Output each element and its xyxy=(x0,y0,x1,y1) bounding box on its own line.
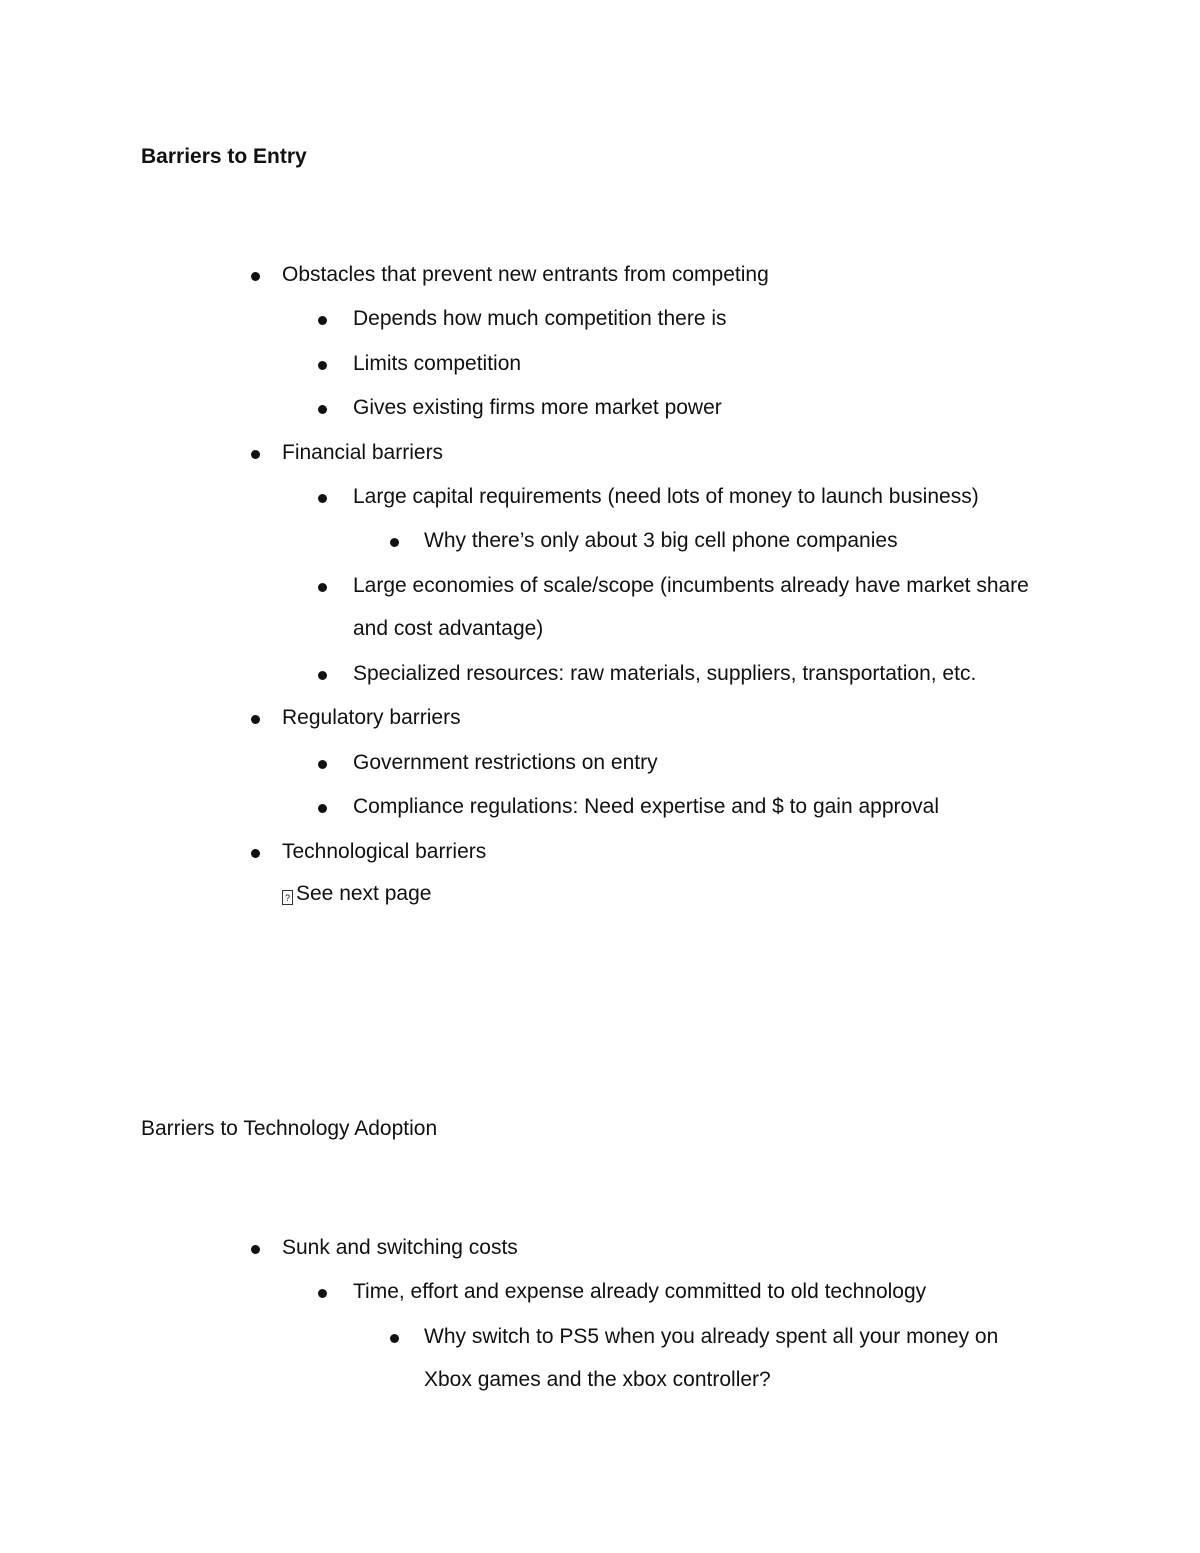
section-heading-barriers-to-entry: Barriers to Entry xyxy=(141,145,307,168)
list-item-continuation: and cost advantage) xyxy=(353,617,544,640)
bullet-icon xyxy=(390,1334,399,1343)
bullet-icon xyxy=(318,494,327,503)
bullet-icon xyxy=(318,804,327,813)
bullet-icon xyxy=(251,272,260,281)
bullet-icon xyxy=(318,760,327,769)
bullet-icon xyxy=(390,538,399,547)
list-item: Financial barriers xyxy=(282,441,444,464)
list-item: Gives existing firms more market power xyxy=(353,396,722,419)
list-item: Specialized resources: raw materials, suppliers, transportation, etc. xyxy=(353,662,977,685)
list-item: Government restrictions on entry xyxy=(353,751,658,774)
list-item: Time, effort and expense already committed to old technology xyxy=(353,1280,927,1303)
list-item: Regulatory barriers xyxy=(282,706,461,729)
bullet-icon xyxy=(318,361,327,370)
note-text: See next page xyxy=(296,882,432,905)
list-item-continuation: Xbox games and the xbox controller? xyxy=(424,1368,771,1391)
list-item: Limits competition xyxy=(353,352,522,375)
section-heading-technology-adoption: Barriers to Technology Adoption xyxy=(141,1117,438,1140)
list-item: Technological barriers xyxy=(282,840,487,863)
bullet-icon xyxy=(318,316,327,325)
bullet-icon xyxy=(318,1289,327,1298)
bullet-icon xyxy=(318,405,327,414)
see-next-page-note xyxy=(282,880,431,908)
bullet-icon xyxy=(318,671,327,680)
list-item: Large capital requirements (need lots of money to launch business) xyxy=(353,485,979,508)
list-item: Compliance regulations: Need expertise and $ to gain approval xyxy=(353,795,940,818)
missing-glyph-icon: ? xyxy=(282,890,293,905)
bullet-icon xyxy=(251,849,260,858)
list-item: Sunk and switching costs xyxy=(282,1236,518,1259)
list-item: Large economies of scale/scope (incumbents already have market share xyxy=(353,574,1029,597)
bullet-icon xyxy=(251,1245,260,1254)
list-item: Depends how much competition there is xyxy=(353,307,727,330)
list-item: Why switch to PS5 when you already spent all your money on xyxy=(424,1325,999,1348)
bullet-icon xyxy=(318,583,327,592)
list-item: Obstacles that prevent new entrants from competing xyxy=(282,263,769,286)
bullet-icon xyxy=(251,715,260,724)
bullet-icon xyxy=(251,450,260,459)
list-item: Why there’s only about 3 big cell phone companies xyxy=(424,529,898,552)
